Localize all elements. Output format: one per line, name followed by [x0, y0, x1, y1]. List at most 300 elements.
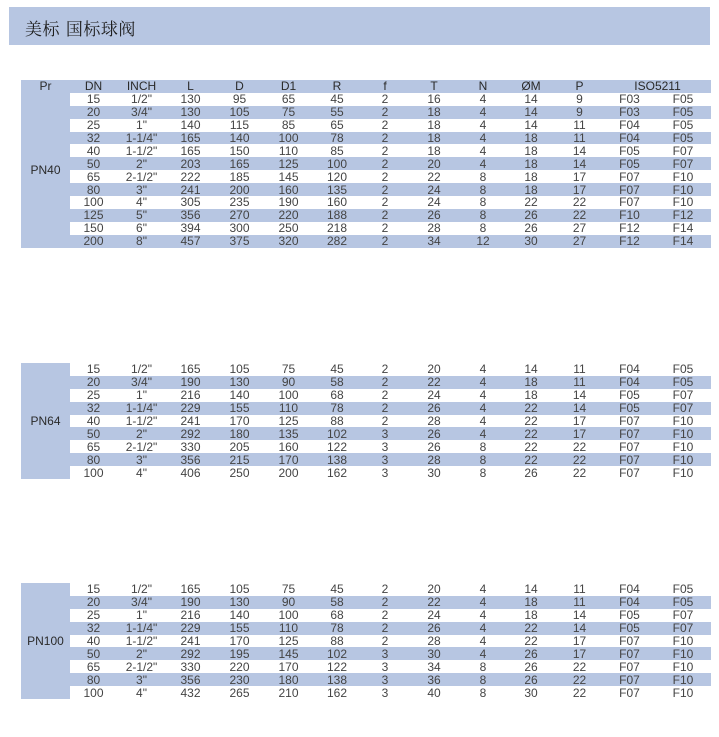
cell-r: 188	[313, 209, 361, 222]
cell-dn: 15	[86, 363, 101, 376]
column-header-pr: Pr	[21, 80, 70, 93]
cell-inch: 3"	[117, 453, 166, 466]
pressure-rating-label: PN40	[21, 93, 70, 248]
table-row	[21, 132, 711, 145]
cell-inch: 4"	[136, 686, 147, 700]
cell-f: 2	[381, 92, 389, 106]
cell-p: 14	[555, 622, 604, 635]
cell-inch: 2-1/2"	[125, 170, 158, 184]
cell-om: 30	[507, 235, 555, 248]
cell-om: 14	[507, 106, 555, 119]
cell-iso-a: F05	[604, 157, 655, 170]
cell-iso-a: F10	[604, 209, 655, 222]
cell-iso-b: F10	[672, 170, 694, 184]
cell-iso-a: F07	[619, 634, 640, 648]
cell-p: 17	[572, 634, 587, 648]
cell-iso-b: F12	[655, 209, 711, 222]
cell-iso-b: F10	[655, 427, 711, 440]
cell-iso-b: F10	[655, 453, 711, 466]
cell-dn: 25	[86, 608, 101, 622]
cell-iso-a: F05	[619, 144, 640, 158]
cell-t: 26	[427, 440, 441, 454]
cell-n: 4	[479, 634, 487, 648]
cell-iso-a: F04	[619, 363, 640, 376]
cell-iso-b: F10	[672, 414, 694, 428]
cell-f: 2	[361, 235, 409, 248]
cell-t: 28	[427, 634, 441, 648]
cell-r: 78	[313, 622, 361, 635]
cell-d1: 125	[278, 634, 299, 648]
cell-t: 18	[427, 144, 441, 158]
cell-om: 26	[507, 647, 555, 660]
cell-dn: 20	[70, 596, 117, 609]
cell-iso-b: F07	[672, 388, 694, 402]
cell-dn: 100	[83, 196, 104, 209]
cell-t: 18	[409, 106, 459, 119]
cell-l: 241	[180, 414, 201, 428]
cell-d: 105	[229, 583, 250, 596]
cell-iso-b: F10	[655, 183, 711, 196]
cell-d: 115	[229, 118, 250, 132]
cell-d: 130	[215, 376, 264, 389]
cell-iso-b: F05	[672, 92, 694, 106]
cell-l: 406	[180, 466, 201, 480]
cell-f: 2	[381, 144, 389, 158]
column-header-t: T	[409, 80, 459, 93]
table-row	[21, 583, 711, 596]
cell-inch: 1"	[136, 118, 147, 132]
cell-dn: 150	[83, 221, 104, 235]
cell-p: 14	[572, 144, 587, 158]
cell-d: 230	[215, 673, 264, 686]
cell-d1: 160	[264, 183, 313, 196]
cell-d: 140	[229, 608, 250, 622]
cell-iso-a: F05	[619, 608, 640, 622]
table-row	[21, 609, 711, 622]
cell-n: 4	[479, 388, 487, 402]
cell-om: 14	[524, 92, 538, 106]
cell-p: 17	[555, 183, 604, 196]
cell-iso-b: F05	[655, 376, 711, 389]
cell-l: 165	[180, 144, 201, 158]
cell-p: 17	[572, 170, 587, 184]
cell-om: 18	[507, 376, 555, 389]
cell-f: 2	[381, 196, 389, 209]
cell-om: 18	[524, 608, 538, 622]
cell-dn: 80	[70, 183, 117, 196]
cell-n: 8	[459, 183, 507, 196]
cell-d: 270	[215, 209, 264, 222]
cell-d1: 90	[264, 376, 313, 389]
cell-l: 229	[166, 622, 215, 635]
cell-dn: 65	[86, 660, 101, 674]
cell-n: 4	[479, 583, 487, 596]
cell-d1: 190	[278, 196, 299, 209]
cell-n: 12	[459, 235, 507, 248]
cell-d: 220	[229, 660, 250, 674]
cell-d: 105	[229, 363, 250, 376]
cell-l: 216	[180, 388, 201, 402]
cell-om: 14	[524, 363, 538, 376]
cell-dn: 20	[70, 106, 117, 119]
cell-n: 4	[459, 106, 507, 119]
cell-t: 16	[427, 92, 441, 106]
cell-p: 9	[576, 92, 583, 106]
cell-iso-b: F10	[672, 466, 694, 480]
cell-iso-b: F10	[672, 196, 694, 209]
cell-t: 26	[409, 622, 459, 635]
cell-iso-b: F05	[655, 106, 711, 119]
cell-p: 11	[573, 118, 586, 132]
cell-d: 140	[229, 388, 250, 402]
table-row	[21, 119, 711, 132]
cell-iso-a: F07	[619, 196, 640, 209]
cell-l: 241	[180, 634, 201, 648]
cell-t: 18	[427, 118, 441, 132]
cell-inch: 1/2"	[131, 363, 152, 376]
cell-inch: 2"	[117, 157, 166, 170]
cell-d1: 200	[278, 466, 299, 480]
cell-t: 28	[427, 414, 441, 428]
cell-iso-a: F04	[604, 596, 655, 609]
pressure-rating-label: PN64	[21, 363, 70, 479]
cell-om: 26	[507, 673, 555, 686]
cell-n: 8	[459, 209, 507, 222]
cell-d: 140	[215, 132, 264, 145]
cell-d1: 110	[264, 622, 313, 635]
pressure-rating-label: PN100	[21, 583, 70, 699]
cell-f: 2	[381, 118, 389, 132]
cell-l: 203	[166, 157, 215, 170]
table-row	[21, 427, 711, 440]
cell-om: 22	[524, 196, 538, 209]
cell-l: 330	[180, 660, 201, 674]
cell-inch: 3/4"	[117, 596, 166, 609]
cell-om: 30	[524, 686, 538, 700]
cell-l: 165	[166, 132, 215, 145]
cell-t: 34	[409, 235, 459, 248]
cell-om: 22	[507, 427, 555, 440]
cell-f: 3	[381, 466, 389, 480]
cell-r: 138	[313, 673, 361, 686]
cell-p: 9	[555, 106, 604, 119]
cell-d: 165	[215, 157, 264, 170]
cell-p: 27	[555, 235, 604, 248]
cell-l: 330	[180, 440, 201, 454]
cell-d1: 125	[278, 414, 299, 428]
spec-table-pn100	[21, 583, 711, 699]
cell-om: 18	[524, 388, 538, 402]
cell-om: 18	[507, 183, 555, 196]
cell-t: 26	[409, 402, 459, 415]
cell-d: 170	[229, 634, 250, 648]
cell-om: 18	[524, 170, 538, 184]
cell-p: 11	[573, 363, 586, 376]
cell-n: 4	[459, 622, 507, 635]
table-row	[21, 183, 711, 196]
table-row	[21, 402, 711, 415]
cell-r: 122	[326, 660, 348, 674]
cell-l: 130	[166, 106, 215, 119]
cell-om: 18	[524, 144, 538, 158]
table-row	[21, 196, 711, 209]
cell-d1: 145	[264, 647, 313, 660]
cell-iso-a: F05	[604, 402, 655, 415]
cell-d: 105	[215, 106, 264, 119]
cell-r: 282	[313, 235, 361, 248]
cell-d: 95	[232, 92, 247, 106]
cell-inch: 4"	[136, 466, 147, 480]
table-row	[21, 389, 711, 402]
table-row	[21, 106, 711, 119]
cell-iso-b: F10	[655, 647, 711, 660]
cell-p: 22	[572, 440, 587, 454]
cell-d1: 180	[264, 673, 313, 686]
cell-d1: 220	[264, 209, 313, 222]
cell-d1: 65	[281, 92, 296, 106]
cell-inch: 1/2"	[131, 92, 152, 106]
cell-r: 138	[313, 453, 361, 466]
cell-l: 356	[166, 673, 215, 686]
cell-d1: 100	[278, 388, 299, 402]
cell-l: 457	[166, 235, 215, 248]
cell-om: 18	[507, 157, 555, 170]
cell-n: 4	[479, 144, 487, 158]
cell-p: 14	[572, 388, 587, 402]
cell-f: 2	[361, 209, 409, 222]
cell-r: 122	[326, 440, 348, 454]
cell-d1: 110	[278, 144, 299, 158]
cell-r: 68	[330, 388, 344, 402]
cell-f: 3	[361, 647, 409, 660]
cell-iso-b: F07	[655, 622, 711, 635]
cell-dn: 40	[86, 634, 101, 648]
cell-l: 356	[166, 453, 215, 466]
cell-n: 8	[479, 196, 487, 209]
cell-n: 8	[479, 440, 487, 454]
cell-d1: 135	[264, 427, 313, 440]
cell-r: 102	[313, 427, 361, 440]
cell-iso-a: F05	[604, 622, 655, 635]
cell-inch: 1"	[136, 608, 147, 622]
cell-r: 160	[326, 196, 348, 209]
cell-inch: 1-1/2"	[125, 144, 158, 158]
column-header-f: f	[361, 80, 409, 93]
cell-d1: 170	[278, 660, 299, 674]
cell-f: 2	[381, 608, 389, 622]
cell-om: 26	[524, 221, 538, 235]
table-row	[21, 440, 711, 453]
cell-n: 4	[459, 402, 507, 415]
cell-n: 4	[459, 376, 507, 389]
cell-dn: 50	[70, 647, 117, 660]
cell-om: 26	[524, 660, 538, 674]
cell-t: 22	[427, 170, 441, 184]
cell-p: 11	[555, 132, 604, 145]
cell-dn: 100	[83, 686, 104, 700]
cell-n: 4	[459, 596, 507, 609]
cell-d1: 320	[264, 235, 313, 248]
cell-dn: 32	[70, 622, 117, 635]
cell-inch: 2"	[117, 427, 166, 440]
column-header-n: N	[459, 80, 507, 93]
cell-f: 3	[381, 686, 389, 700]
cell-om: 14	[524, 583, 538, 596]
cell-iso-a: F05	[619, 388, 640, 402]
cell-iso-a: F07	[619, 660, 640, 674]
cell-dn: 32	[70, 402, 117, 415]
cell-d1: 145	[278, 170, 299, 184]
cell-f: 2	[361, 596, 409, 609]
cell-iso-a: F07	[604, 427, 655, 440]
spec-table-pn64	[21, 363, 711, 479]
cell-t: 24	[427, 388, 441, 402]
cell-dn: 200	[70, 235, 117, 248]
cell-t: 24	[427, 196, 441, 209]
cell-t: 22	[409, 376, 459, 389]
cell-r: 78	[313, 402, 361, 415]
cell-dn: 125	[70, 209, 117, 222]
cell-f: 2	[361, 622, 409, 635]
cell-f: 2	[381, 221, 389, 235]
cell-t: 26	[409, 209, 459, 222]
cell-dn: 15	[86, 583, 101, 596]
table-row	[21, 686, 711, 699]
cell-r: 162	[326, 686, 348, 700]
cell-d1: 125	[264, 157, 313, 170]
cell-n: 8	[479, 170, 487, 184]
table-row	[21, 673, 711, 686]
cell-n: 4	[459, 427, 507, 440]
cell-n: 4	[479, 118, 487, 132]
table-row	[21, 376, 711, 389]
cell-d1: 100	[264, 132, 313, 145]
column-header-om: ØM	[507, 80, 555, 93]
cell-n: 4	[459, 132, 507, 145]
cell-l: 165	[180, 363, 201, 376]
cell-inch: 2"	[117, 647, 166, 660]
cell-d1: 210	[278, 686, 299, 700]
cell-iso-b: F05	[655, 596, 711, 609]
cell-n: 8	[459, 453, 507, 466]
cell-f: 2	[361, 157, 409, 170]
cell-r: 58	[313, 376, 361, 389]
cell-n: 4	[479, 414, 487, 428]
table-row	[21, 453, 711, 466]
cell-t: 20	[409, 157, 459, 170]
cell-inch: 2-1/2"	[125, 660, 158, 674]
cell-r: 58	[313, 596, 361, 609]
cell-f: 2	[361, 183, 409, 196]
cell-r: 85	[330, 144, 344, 158]
cell-inch: 1-1/4"	[117, 622, 166, 635]
cell-iso-b: F05	[672, 118, 694, 132]
cell-iso-b: F05	[672, 363, 694, 376]
cell-dn: 100	[83, 466, 104, 480]
cell-p: 11	[573, 583, 586, 596]
cell-n: 4	[459, 157, 507, 170]
cell-d1: 75	[264, 106, 313, 119]
cell-r: 135	[313, 183, 361, 196]
cell-iso-a: F07	[619, 414, 640, 428]
cell-n: 8	[479, 466, 487, 480]
cell-d: 155	[215, 622, 264, 635]
cell-n: 8	[459, 673, 507, 686]
cell-f: 2	[361, 106, 409, 119]
cell-t: 36	[409, 673, 459, 686]
cell-inch: 3"	[117, 673, 166, 686]
table-row	[21, 235, 711, 248]
cell-iso-a: F07	[619, 440, 640, 454]
cell-p: 22	[555, 453, 604, 466]
cell-inch: 1/2"	[131, 583, 152, 596]
cell-p: 22	[555, 209, 604, 222]
cell-t: 22	[409, 596, 459, 609]
cell-inch: 4"	[136, 196, 147, 209]
cell-iso-b: F14	[655, 235, 711, 248]
cell-r: 218	[326, 221, 348, 235]
cell-n: 8	[479, 686, 487, 700]
cell-d1: 250	[278, 221, 299, 235]
cell-d1: 75	[281, 363, 296, 376]
cell-p: 11	[555, 596, 604, 609]
cell-om: 22	[524, 414, 538, 428]
cell-n: 4	[479, 363, 487, 376]
cell-f: 2	[381, 388, 389, 402]
cell-p: 22	[572, 660, 587, 674]
table-row	[21, 415, 711, 428]
cell-n: 4	[459, 647, 507, 660]
cell-iso-b: F14	[672, 221, 694, 235]
cell-inch: 1-1/4"	[117, 132, 166, 145]
cell-dn: 25	[86, 388, 101, 402]
cell-om: 22	[524, 440, 538, 454]
cell-f: 3	[381, 440, 389, 454]
cell-om: 26	[507, 209, 555, 222]
cell-dn: 65	[86, 440, 101, 454]
column-header-inch: INCH	[117, 80, 166, 93]
cell-iso-a: F07	[604, 673, 655, 686]
cell-d: 300	[229, 221, 250, 235]
cell-d: 195	[215, 647, 264, 660]
cell-d: 180	[215, 427, 264, 440]
column-header-d1: D1	[264, 80, 313, 93]
cell-iso-b: F07	[672, 144, 694, 158]
cell-iso-a: F12	[604, 235, 655, 248]
cell-r: 102	[313, 647, 361, 660]
cell-om: 22	[507, 622, 555, 635]
column-header-d: D	[215, 80, 264, 93]
cell-om: 18	[507, 596, 555, 609]
cell-d: 215	[215, 453, 264, 466]
cell-r: 88	[330, 414, 344, 428]
table-row	[21, 157, 711, 170]
cell-dn: 50	[70, 427, 117, 440]
column-header-r: R	[313, 80, 361, 93]
cell-om: 22	[507, 402, 555, 415]
cell-iso-b: F07	[655, 157, 711, 170]
cell-iso-a: F07	[604, 183, 655, 196]
cell-om: 18	[507, 132, 555, 145]
cell-t: 18	[409, 132, 459, 145]
cell-iso-b: F05	[655, 132, 711, 145]
cell-t: 34	[427, 660, 441, 674]
table-row	[21, 144, 711, 157]
cell-inch: 1-1/2"	[125, 414, 158, 428]
cell-inch: 1-1/4"	[117, 402, 166, 415]
cell-inch: 3/4"	[117, 106, 166, 119]
cell-l: 432	[180, 686, 201, 700]
